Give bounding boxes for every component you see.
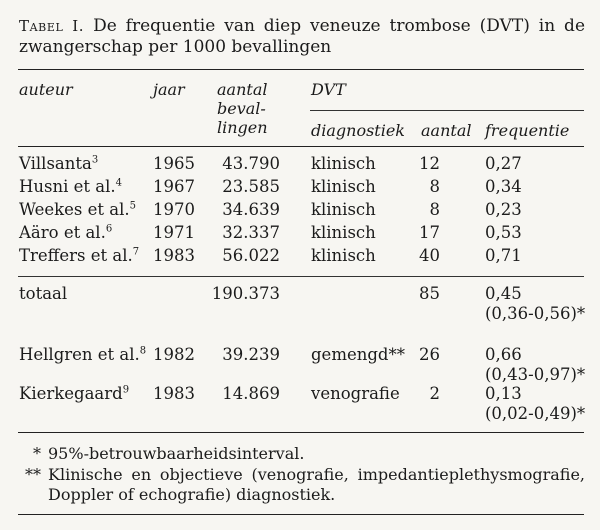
cell-births: 34.639 [222,200,280,219]
cell-diagnostiek: klinisch [311,154,376,173]
footnote-text: 95%-betrouwbaarheidsinterval. [48,444,305,463]
header-aantal-bevallingen-3: lingen [217,118,268,137]
cell-freq: 0,23 [485,200,522,219]
cell-count: 8 [429,177,440,196]
cell-author: Kierkegaard$^9$ [19,384,130,403]
header-dvt: DVT [311,80,346,99]
cell-births: 23.585 [222,177,280,196]
cell-count: 40 [419,246,440,265]
cell-births: 14.869 [222,384,280,403]
header-aantal-bevallingen-1: aantal [217,80,268,99]
cell-year: 1970 [153,200,195,219]
cell-births: 39.239 [222,345,280,364]
table-caption [19,16,585,58]
cell-diagnostiek: klinisch [311,246,376,265]
cell-year: 1982 [153,345,195,364]
total-label: totaal [19,284,68,303]
cell-author: Aäro et al.$^6$ [19,223,113,242]
header-jaar: jaar [153,80,185,99]
cell-births: 43.790 [222,154,280,173]
caption-text: De frequentie van diep veneuze trombose (DVT) in de zwangerschap per 1000 bevallingen [19,16,586,57]
cell-year: 1965 [153,154,195,173]
cell-author: Husni et al.$^4$ [19,177,123,196]
caption-label: Tabel I. [19,17,85,35]
cell-births: 56.022 [222,246,280,265]
cell-count: 17 [419,223,440,242]
cell-freq: 0,66 [485,345,522,364]
rule-dvt [310,110,584,111]
rule-total [18,276,584,277]
total-births: 190.373 [211,284,280,303]
cell-diagnostiek: klinisch [311,223,376,242]
cell-freq: 0,71 [485,246,522,265]
total-freq: 0,45 [485,284,522,303]
header-frequentie: frequentie [485,121,570,140]
cell-year: 1983 [153,384,195,403]
cell-count: 8 [429,200,440,219]
cell-author: Weekes et al.$^5$ [19,200,136,219]
header-diagnostiek: diagnostiek [311,121,405,140]
cell-year: 1967 [153,177,195,196]
rule-footnotes [18,432,584,433]
cell-freq: 0,27 [485,154,522,173]
rule-bottom [18,514,584,515]
cell-diagnostiek: klinisch [311,200,376,219]
cell-year: 1971 [153,223,195,242]
cell-author: Treffers et al.$^7$ [19,246,140,265]
footnote-mark: ** [25,465,41,484]
cell-births: 32.337 [222,223,280,242]
cell-freq: 0,53 [485,223,522,242]
total-ci: (0,36-0,56)* [485,304,586,323]
cell-author: Villsanta$^3$ [19,154,99,173]
header-aantal: aantal [421,121,472,140]
cell-ci: (0,02-0,49)* [485,404,586,423]
header-auteur: auteur [19,80,73,99]
rule-top [18,69,584,70]
cell-author: Hellgren et al.$^8$ [19,345,147,364]
cell-diagnostiek: klinisch [311,177,376,196]
cell-freq: 0,34 [485,177,522,196]
total-count: 85 [419,284,440,303]
cell-count: 2 [429,384,440,403]
cell-year: 1983 [153,246,195,265]
footnote-text: Klinische en objectieve (venografie, impedantieplethysmografie, Doppler of echografie) diagnostiek. [48,465,585,504]
cell-diagnostiek: venografie [311,384,400,403]
cell-diagnostiek: gemengd** [311,345,405,364]
cell-count: 26 [419,345,440,364]
cell-count: 12 [419,154,440,173]
header-aantal-bevallingen-2: beval- [217,99,266,118]
rule-header-bottom [18,146,584,147]
footnote-mark: * [33,444,41,463]
cell-ci: (0,43-0,97)* [485,365,586,384]
cell-freq: 0,13 [485,384,522,403]
